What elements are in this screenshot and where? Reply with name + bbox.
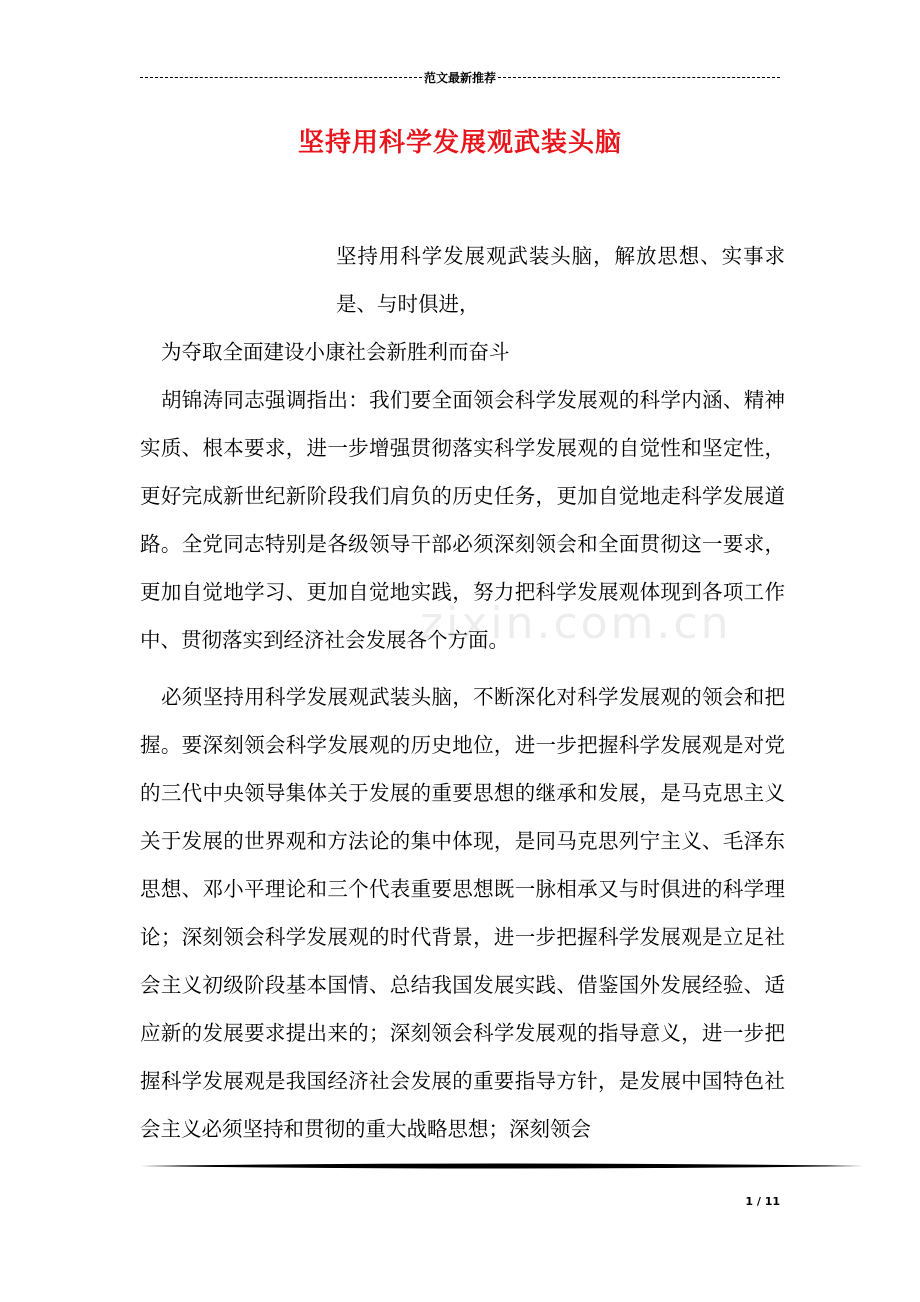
header-dash-left: [140, 77, 422, 78]
paragraph-1: 坚持用科学发展观武装头脑，解放思想、实事求是、与时俱进，: [336, 244, 785, 316]
header-label: 范文最新推荐: [424, 70, 497, 85]
page-header: [140, 66, 780, 88]
page-number: 1 / 11: [745, 1195, 780, 1208]
paragraph-3: 胡锦涛同志强调指出：我们要全面领会科学发展观的科学内涵、精神实质、根本要求，进一步增强贯彻落实科学发展观的自觉性和坚定性，更好完成新世纪新阶段我们肩负的历史任务，更加自觉地走科学发展道路。全党同志特别是各级领导干部必须深刻领会和全面贯彻这一要求，更加自觉地学习、更加自觉地实践，努力把科学发展观体现到各项工作中、贯彻落实到经济社会发展各个方面。: [140, 388, 785, 652]
header-dash-right: [498, 77, 780, 78]
paragraph-2: 为夺取全面建设小康社会新胜利而奋斗: [161, 340, 510, 364]
document-body: [140, 232, 785, 1153]
footer-rule: [140, 1162, 863, 1170]
paragraph-4: 必须坚持用科学发展观武装头脑，不断深化对科学发展观的领会和把握。要深刻领会科学发展观的历史地位，进一步把握科学发展观是对党的三代中央领导集体关于发展的重要思想的继承和发展，是马克思主义关于发展的世界观和方法论的集中体现，是同马克思列宁主义、毛泽东思想、邓小平理论和三个代表重要思想既一脉相承又与时俱进的科学理论；深刻领会科学发展观的时代背景，进一步把握科学发展观是立足社会主义初级阶段基本国情、总结我国发展实践、借鉴国外发展经验、适应新的发展要求提出来的；深刻领会科学发展观的指导意义，进一步把握科学发展观是我国经济社会发展的重要指导方针，是发展中国特色社会主义必须坚持和贯彻的重大战略思想；深刻领会: [140, 685, 785, 1141]
watermark: zixin.com.cn: [420, 598, 732, 649]
document-title: 坚持用科学发展观武装头脑: [297, 128, 622, 158]
